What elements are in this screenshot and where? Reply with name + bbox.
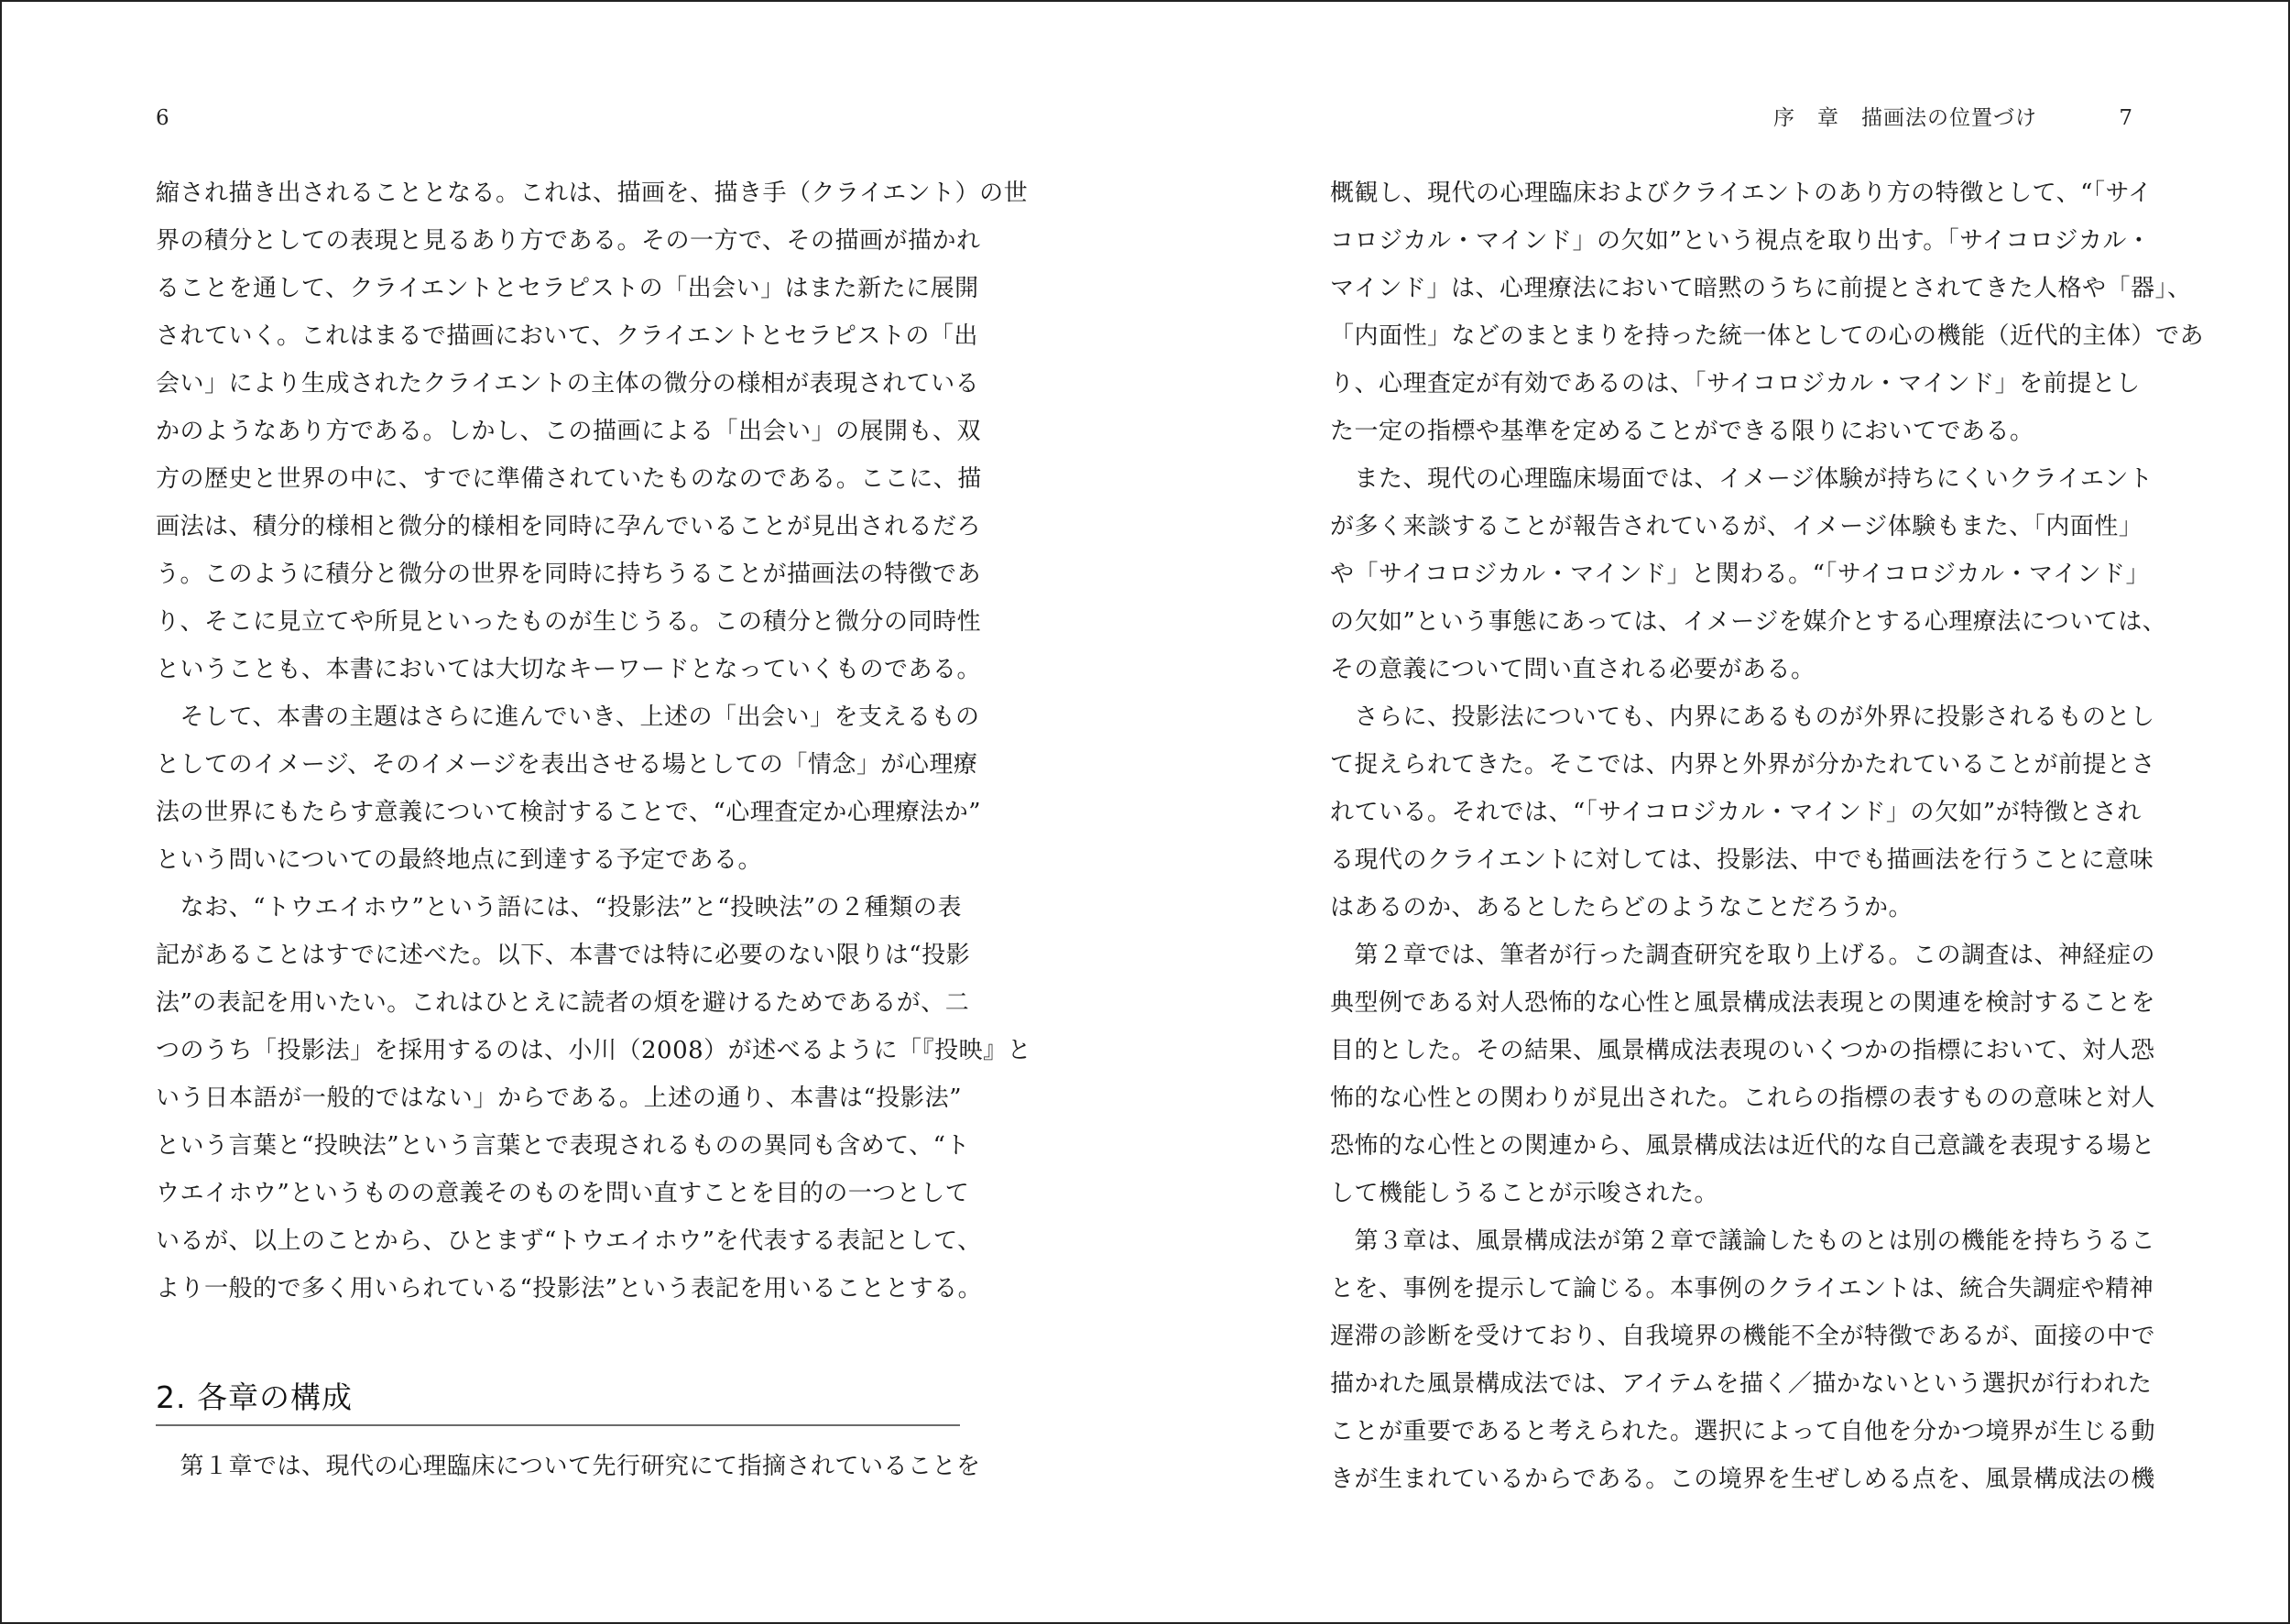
text-line: 「内面性」などのまとまりを持った統一体としての心の機能（近代的主体）であ — [1330, 322, 2205, 350]
text-line: ることを通して、クライエントとセラピストの「出会い」はまた新たに展開 — [156, 275, 979, 302]
text-line: また、現代の心理臨床場面では、イメージ体験が持ちにくいクライエント — [1330, 465, 2154, 493]
running-head: 序 章 描画法の位置づけ — [1773, 106, 2037, 130]
text-line: う。このように積分と微分の世界を同時に持ちうることが描画法の特徴であ — [156, 561, 982, 588]
text-line: れている。それでは、“「サイコロジカル・マインド」の欠如”が特徴とされ — [1330, 799, 2142, 826]
text-line: が多く来談することが報告されているが、イメージ体験もまた、「内面性」 — [1330, 513, 2143, 540]
text-line: されていく。これはまるで描画において、クライエントとセラピストの「出 — [156, 322, 978, 350]
text-line: 第３章は、風景構成法が第２章で議論したものとは別の機能を持ちうるこ — [1330, 1227, 2156, 1255]
text-line: 縮され描き出されることとなる。これは、描画を、描き手（クライエント）の世 — [156, 180, 1029, 207]
text-line: して機能しうることが示唆された。 — [1330, 1180, 1719, 1207]
page-number: 6 — [156, 106, 169, 130]
right-body-text — [1330, 169, 2205, 1503]
text-line: た一定の指標や基準を定めることができる限りにおいてである。 — [1330, 418, 2034, 445]
text-line: はあるのか、あるとしたらどのようなことだろうか。 — [1330, 894, 1914, 921]
text-line: 描かれた風景構成法では、アイテムを描く／描かないという選択が行われた — [1330, 1370, 2153, 1398]
text-line: なお、“トウエイホウ”という語には、“投影法”と“投映法”の２種類の表 — [156, 894, 962, 921]
text-line: コロジカル・マインド」の欠如”という視点を取り出す。「サイコロジカル・ — [1330, 227, 2152, 255]
text-line: さらに、投影法についても、内界にあるものが外界に投影されるものとし — [1330, 703, 2155, 731]
text-line: り、そこに見立てや所見といったものが生じうる。この積分と微分の同時性 — [156, 608, 982, 636]
text-line: きが生まれているからである。この境界を生ぜしめる点を、風景構成法の機 — [1330, 1466, 2155, 1493]
text-line: ウエイホウ”というものの意義そのものを問い直すことを目的の一つとして — [156, 1180, 970, 1207]
text-line: 典型例である対人恐怖的な心性と風景構成法表現との関連を検討することを — [1330, 989, 2156, 1017]
text-line: 界の積分としての表現と見るあり方である。その一方で、その描画が描かれ — [156, 227, 981, 255]
text-line: 会い」により生成されたクライエントの主体の微分の様相が表現されている — [156, 370, 980, 398]
text-line: 記があることはすでに述べた。以下、本書では特に必要のない限りは“投影 — [156, 942, 971, 969]
text-line: その意義について問い直される必要がある。 — [1330, 656, 1816, 683]
text-line: いるが、以上のことから、ひとまず“トウエイホウ”を代表する表記として、 — [156, 1227, 982, 1255]
text-line: つのうち「投影法」を採用するのは、小川（2008）が述べるように「『投映』と — [156, 1037, 1032, 1064]
text-line: マインド」は、心理療法において暗黙のうちに前提とされてきた人格や「器」、 — [1330, 275, 2192, 302]
text-line: そして、本書の主題はさらに進んでいき、上述の「出会い」を支えるもの — [156, 703, 980, 731]
text-line: いう日本語が一般的ではない」からである。上述の通り、本書は“投影法” — [156, 1084, 962, 1112]
text-line: とを、事例を提示して論じる。本事例のクライエントは、統合失調症や精神 — [1330, 1275, 2154, 1302]
left-body-text — [156, 169, 1032, 1313]
text-line: 目的とした。その結果、風景構成法表現のいくつかの指標において、対人恐 — [1330, 1037, 2155, 1064]
text-line: の欠如”という事態にあっては、イメージを媒介とする心理療法については、 — [1330, 608, 2167, 636]
text-line: 概観し、現代の心理臨床およびクライエントのあり方の特徴として、“「サイ — [1330, 180, 2153, 207]
section-heading — [156, 1377, 960, 1426]
text-line: る現代のクライエントに対しては、投影法、中でも描画法を行うことに意味 — [1330, 846, 2154, 874]
text-line: という問いについての最終地点に到達する予定である。 — [156, 846, 762, 874]
text-line: という言葉と“投映法”という言葉とで表現されるものの異同も含めて、“ト — [156, 1132, 970, 1160]
text-line: 第１章では、現代の心理臨床について先行研究にて指摘されていることを — [156, 1453, 981, 1480]
section-body-text — [156, 1443, 981, 1490]
text-line: かのようなあり方である。しかし、この描画による「出会い」の展開も、双 — [156, 418, 982, 445]
text-line: て捉えられてきた。そこでは、内界と外界が分かたれていることが前提とさ — [1330, 751, 2156, 779]
text-line: 恐怖的な心性との関連から、風景構成法は近代的な自己意識を表現する場と — [1330, 1132, 2156, 1160]
text-line: 怖的な心性との関わりが見出された。これらの指標の表すものの意味と対人 — [1330, 1084, 2156, 1112]
text-line: ということも、本書においては大切なキーワードとなっていくものである。 — [156, 656, 982, 683]
text-line: 法”の表記を用いたい。これはひとえに読者の煩を避けるためであるが、二 — [156, 989, 970, 1017]
text-line: ことが重要であると考えられた。選択によって自他を分かつ境界が生じる動 — [1330, 1418, 2156, 1445]
text-line: 方の歴史と世界の中に、すでに準備されていたものなのである。ここに、描 — [156, 465, 982, 493]
section-heading-text: 2. 各章の構成 — [156, 1379, 353, 1415]
text-line: 画法は、積分的様相と微分的様相を同時に孕んでいることが見出されるだろ — [156, 513, 982, 540]
text-line: 第２章では、筆者が行った調査研究を取り上げる。この調査は、神経症の — [1330, 942, 2156, 969]
text-line: としてのイメージ、そのイメージを表出させる場としての「情念」が心理療 — [156, 751, 978, 779]
text-line: 遅滞の診断を受けており、自我境界の機能不全が特徴であるが、面接の中で — [1330, 1323, 2156, 1350]
right-page — [1145, 0, 2290, 1624]
text-line: 法の世界にもたらす意義について検討することで、“心理査定か心理療法か” — [156, 799, 982, 826]
text-line: や「サイコロジカル・マインド」と関わる。“「サイコロジカル・マインド」 — [1330, 561, 2151, 588]
text-line: より一般的で多く用いられている“投影法”という表記を用いることとする。 — [156, 1275, 983, 1302]
page-number: 7 — [2119, 106, 2132, 130]
text-line: り、心理査定が有効であるのは、「サイコロジカル・マインド」を前提とし — [1330, 370, 2141, 398]
